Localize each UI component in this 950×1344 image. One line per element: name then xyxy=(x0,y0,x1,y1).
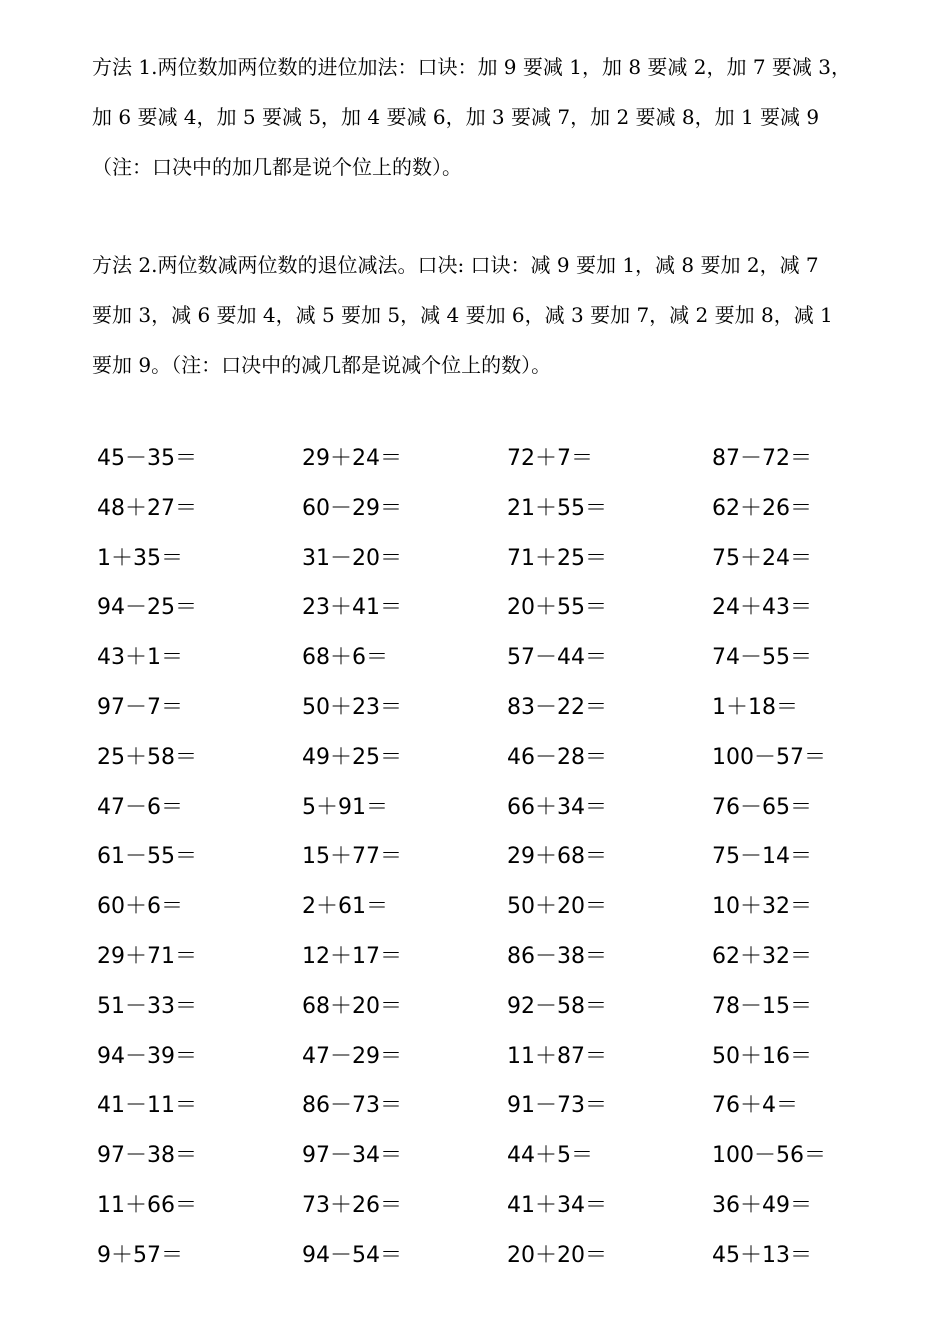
arithmetic-problem: 21＋55＝ xyxy=(507,495,607,521)
problem-row xyxy=(97,932,917,982)
arithmetic-problem: 91－73＝ xyxy=(507,1093,607,1119)
arithmetic-problem: 68＋20＝ xyxy=(302,993,402,1019)
arithmetic-problem: 66＋34＝ xyxy=(507,794,607,820)
arithmetic-problem: 94－54＝ xyxy=(302,1242,402,1268)
arithmetic-problem: 10＋32＝ xyxy=(712,894,812,920)
arithmetic-problem: 43＋1＝ xyxy=(97,645,183,671)
problem-row xyxy=(97,1081,917,1131)
arithmetic-problem: 71＋25＝ xyxy=(507,545,607,571)
arithmetic-problem: 86－73＝ xyxy=(302,1093,402,1119)
arithmetic-problem: 45＋13＝ xyxy=(712,1242,812,1268)
arithmetic-problem: 20＋20＝ xyxy=(507,1242,607,1268)
problem-row xyxy=(97,982,917,1032)
arithmetic-problem: 76＋4＝ xyxy=(712,1093,798,1119)
arithmetic-problem: 29＋68＝ xyxy=(507,844,607,870)
arithmetic-problem: 50＋20＝ xyxy=(507,894,607,920)
arithmetic-problem: 24＋43＝ xyxy=(712,595,812,621)
problem-row xyxy=(97,1181,917,1231)
arithmetic-problem: 97－34＝ xyxy=(302,1143,402,1169)
method-2-paragraph xyxy=(92,240,912,390)
arithmetic-problem: 1＋35＝ xyxy=(97,545,183,571)
problem-row xyxy=(97,534,917,584)
arithmetic-problem: 50＋16＝ xyxy=(712,1043,812,1069)
arithmetic-problem: 97－38＝ xyxy=(97,1143,197,1169)
arithmetic-problem: 68＋6＝ xyxy=(302,645,388,671)
problem-row xyxy=(97,583,917,633)
method-2-line-3: 要加 9。（注：口决中的减几都是说减个位上的数）。 xyxy=(92,353,552,377)
arithmetic-problem: 9＋57＝ xyxy=(97,1242,183,1268)
problem-row xyxy=(97,733,917,783)
arithmetic-problem: 29＋24＝ xyxy=(302,446,402,471)
arithmetic-problem: 41－11＝ xyxy=(97,1093,197,1119)
arithmetic-problem: 41＋34＝ xyxy=(507,1192,607,1218)
arithmetic-problem: 5＋91＝ xyxy=(302,794,388,820)
arithmetic-problem: 62＋26＝ xyxy=(712,495,812,521)
problem-row xyxy=(97,484,917,534)
arithmetic-problem: 47－6＝ xyxy=(97,794,183,820)
arithmetic-problem: 46－28＝ xyxy=(507,744,607,770)
method-1-line-2: 加 6 要减 4，加 5 要减 5，加 4 要减 6，加 3 要减 7，加 2 要减 8，加 1 要减 9 xyxy=(92,105,820,129)
arithmetic-problem: 2＋61＝ xyxy=(302,894,388,920)
arithmetic-problem: 83－22＝ xyxy=(507,694,607,720)
arithmetic-problem: 73＋26＝ xyxy=(302,1192,402,1218)
method-1-line-1: 方法 1.两位数加两位数的进位加法：口诀：加 9 要减 1，加 8 要减 2，加 7 要减 3， xyxy=(92,55,852,79)
arithmetic-problem: 94－39＝ xyxy=(97,1043,197,1069)
arithmetic-problem-grid xyxy=(97,434,917,1281)
arithmetic-problem: 45－35＝ xyxy=(97,446,197,471)
arithmetic-problem: 11＋66＝ xyxy=(97,1192,197,1218)
arithmetic-problem: 57－44＝ xyxy=(507,645,607,671)
arithmetic-problem: 74－55＝ xyxy=(712,645,812,671)
problem-row xyxy=(97,882,917,932)
arithmetic-problem: 51－33＝ xyxy=(97,993,197,1019)
arithmetic-problem: 94－25＝ xyxy=(97,595,197,621)
arithmetic-problem: 76－65＝ xyxy=(712,794,812,820)
arithmetic-problem: 92－58＝ xyxy=(507,993,607,1019)
method-2-line-2: 要加 3，减 6 要加 4，减 5 要加 5，减 4 要加 6，减 3 要加 7，减 2 要加 8，减 1 xyxy=(92,303,833,327)
arithmetic-problem: 97－7＝ xyxy=(97,694,183,720)
problem-row xyxy=(97,633,917,683)
problem-row xyxy=(97,434,917,484)
problem-row xyxy=(97,1131,917,1181)
arithmetic-problem: 87－72＝ xyxy=(712,446,812,471)
arithmetic-problem: 25＋58＝ xyxy=(97,744,197,770)
arithmetic-problem: 75＋24＝ xyxy=(712,545,812,571)
arithmetic-problem: 15＋77＝ xyxy=(302,844,402,870)
arithmetic-problem: 75－14＝ xyxy=(712,844,812,870)
arithmetic-problem: 44＋5＝ xyxy=(507,1143,593,1169)
problem-row xyxy=(97,1231,917,1281)
arithmetic-problem: 12＋17＝ xyxy=(302,943,402,969)
arithmetic-problem: 61－55＝ xyxy=(97,844,197,870)
arithmetic-problem: 49＋25＝ xyxy=(302,744,402,770)
arithmetic-problem: 86－38＝ xyxy=(507,943,607,969)
arithmetic-problem: 62＋32＝ xyxy=(712,943,812,969)
arithmetic-problem: 23＋41＝ xyxy=(302,595,402,621)
method-1-line-3: （注：口决中的加几都是说个位上的数）。 xyxy=(92,155,462,179)
arithmetic-problem: 60－29＝ xyxy=(302,495,402,521)
arithmetic-problem: 50＋23＝ xyxy=(302,694,402,720)
arithmetic-problem: 47－29＝ xyxy=(302,1043,402,1069)
problem-row xyxy=(97,1032,917,1082)
problem-row xyxy=(97,783,917,833)
arithmetic-problem: 100－57＝ xyxy=(712,744,826,770)
arithmetic-problem: 31－20＝ xyxy=(302,545,402,571)
arithmetic-problem: 78－15＝ xyxy=(712,993,812,1019)
arithmetic-problem: 20＋55＝ xyxy=(507,595,607,621)
arithmetic-problem: 100－56＝ xyxy=(712,1143,826,1169)
arithmetic-problem: 48＋27＝ xyxy=(97,495,197,521)
arithmetic-problem: 36＋49＝ xyxy=(712,1192,812,1218)
arithmetic-problem: 72＋7＝ xyxy=(507,446,593,471)
problem-row xyxy=(97,683,917,733)
method-2-line-1: 方法 2.两位数减两位数的退位减法。口决: 口诀：减 9 要加 1，减 8 要加 2，减 7 xyxy=(92,253,819,277)
arithmetic-problem: 11＋87＝ xyxy=(507,1043,607,1069)
arithmetic-problem: 1＋18＝ xyxy=(712,694,798,720)
problem-row xyxy=(97,832,917,882)
arithmetic-problem: 29＋71＝ xyxy=(97,943,197,969)
method-1-paragraph xyxy=(92,42,912,192)
arithmetic-problem: 60＋6＝ xyxy=(97,894,183,920)
